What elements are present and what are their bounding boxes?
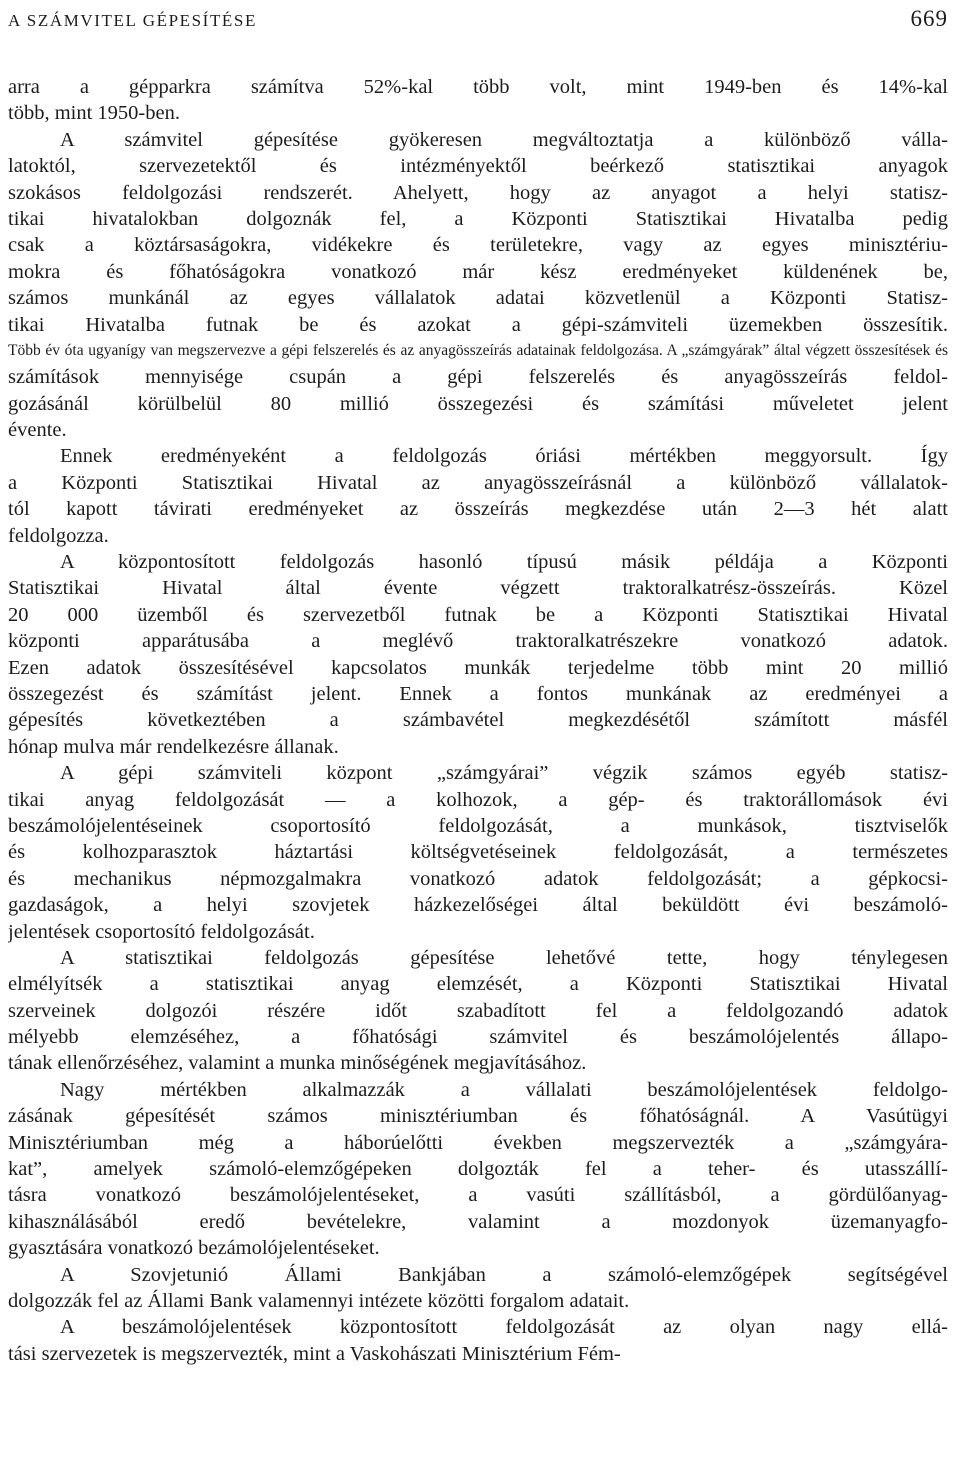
text-line: Több év óta ugyanígy van megszervezve a gépi felszerelés és az anyagösszeírás adatainak feldolgozása. A „számgyárak” által végzett összesítések és: [8, 341, 948, 359]
text-line: tának ellenőrzéséhez, valamint a munka minőségének megjavításához.: [8, 1052, 587, 1075]
paragraph: [8, 443, 948, 549]
text-line: dolgozzák fel az Állami Bank valamennyi intézete közötti forgalom adatait.: [8, 1289, 630, 1312]
running-header: [8, 6, 948, 34]
text-line: arra a gépparkra számítva 52%-kal több volt, mint 1949-ben és 14%-kal: [8, 76, 948, 98]
text-line: Statisztikai Hivatal által évente végzett traktoralkatrész-összeírás. Közel: [8, 577, 948, 600]
text-line: és mechanikus népmozgalmakra vonatkozó adatok feldolgozását; a gépkocsi-: [8, 867, 948, 890]
text-line: több, mint 1950-ben.: [8, 102, 180, 125]
text-line: zásának gépesítését számos minisztériumban és főhatóságnál. A Vasútügyi: [8, 1105, 948, 1128]
text-line: évente.: [8, 419, 67, 442]
text-line: kat”, amelyek számoló-elemzőgépeken dolgozták fel a teher- és utasszállí-: [8, 1158, 948, 1181]
text-line: gépesítés következtében a számbavétel megkezdésétől számított másfél: [8, 709, 948, 732]
text-line: gyasztására vonatkozó bezámolójelentéseket.: [8, 1237, 380, 1260]
text-line: A számvitel gépesítése gyökeresen megváltoztatja a különböző válla-: [60, 128, 948, 151]
text-line: feldolgozza.: [8, 524, 109, 547]
paragraph: [8, 549, 948, 760]
text-line: tikai anyag feldolgozását — a kolhozok, a gép- és traktorállomások évi: [8, 788, 948, 811]
text-line: összegezést és számítást jelent. Ennek a fontos munkának az eredményei a: [8, 682, 948, 705]
text-line: beszámolójelentéseinek csoportosító feldolgozását, a munkások, tisztviselők: [8, 814, 948, 837]
text-line: mokra és főhatóságokra vonatkozó már kész eredményeket küldenének be,: [8, 260, 948, 283]
page-number: 669: [910, 6, 948, 31]
text-line: hónap mulva már rendelkezésre állanak.: [8, 735, 339, 758]
text-line: tási szervezetek is megszervezték, mint a Vaskohászati Minisztérium Fém-: [8, 1342, 621, 1365]
text-line: tásra vonatkozó beszámolójelentéseket, a vasúti szállításból, a gördülőanyag-: [8, 1184, 948, 1207]
text-line: A Szovjetunió Állami Bankjában a számoló-elemzőgépek segítségével: [60, 1263, 948, 1286]
text-line: kihasználásából eredő bevételekre, valamint a mozdonyok üzemanyagfo-: [8, 1210, 948, 1233]
text-line: számítások mennyisége csupán a gépi felszerelés és anyagösszeírás feldol-: [8, 366, 948, 389]
paragraph: [8, 945, 948, 1077]
text-line: Ezen adatok összesítésével kapcsolatos munkák terjedelme több mint 20 millió: [8, 656, 948, 679]
text-line: A gépi számviteli központ „számgyárai” végzik számos egyéb statisz-: [60, 762, 948, 785]
text-line: szokásos feldolgozási rendszerét. Ahelyett, hogy az anyagot a helyi statisz-: [8, 181, 948, 204]
text-line: Ennek eredményeként a feldolgozás óriási mértékben meggyorsult. Így: [60, 445, 948, 468]
running-title: A SZÁMVITEL GÉPESÍTÉSE: [8, 11, 257, 30]
text-line: latoktól, szervezetektől és intézményektől beérkező statisztikai anyagok: [8, 155, 948, 178]
paragraph: [8, 127, 948, 444]
text-line: jelentések csoportosító feldolgozását.: [8, 920, 315, 943]
paragraph: [8, 1262, 948, 1315]
text-line: szerveinek dolgozói részére időt szabadított fel a feldolgozandó adatok: [8, 999, 948, 1022]
body-text: [8, 74, 948, 1367]
text-line: Minisztériumban még a háborúelőtti években megszervezték a „számgyára-: [8, 1131, 948, 1154]
text-line: központi apparátusába a meglévő traktoralkatrészekre vonatkozó adatok.: [8, 630, 948, 653]
text-line: A statisztikai feldolgozás gépesítése lehetővé tette, hogy ténylegesen: [60, 946, 948, 969]
text-line: számos munkánál az egyes vállalatok adatai közvetlenül a Központi Statisz-: [8, 287, 948, 310]
text-line: tikai Hivatalba futnak be és azokat a gépi-számviteli üzemekben összesítik.: [8, 313, 948, 336]
text-line: gazdaságok, a helyi szovjetek házkezelőségei által beküldött évi beszámoló-: [8, 894, 948, 917]
text-line: csak a köztársaságokra, vidékekre és területekre, vagy az egyes minisztériu-: [8, 234, 948, 257]
text-line: A beszámolójelentések központosított feldolgozását az olyan nagy ellá-: [60, 1316, 948, 1339]
paragraph: [8, 74, 948, 127]
paragraph: [8, 1077, 948, 1262]
text-line: 20 000 üzemből és szervezetből futnak be a Központi Statisztikai Hivatal: [8, 603, 948, 626]
text-line: és kolhozparasztok háztartási költségvetéseinek feldolgozását, a természetes: [8, 841, 948, 864]
text-line: Nagy mértékben alkalmazzák a vállalati beszámolójelentések feldolgo-: [60, 1078, 948, 1101]
text-line: tól kapott távirati eredményeket az összeírás megkezdése után 2—3 hét alatt: [8, 498, 948, 521]
text-line: elmélyítsék a statisztikai anyag elemzését, a Központi Statisztikai Hivatal: [8, 973, 948, 996]
text-line: tikai hivatalokban dolgoznák fel, a Központi Statisztikai Hivatalba pedig: [8, 207, 948, 230]
paragraph: [8, 1314, 948, 1367]
text-line: mélyebb elemzéséhez, a főhatósági számvitel és beszámolójelentés állapo-: [8, 1026, 948, 1049]
paragraph: [8, 760, 948, 945]
text-line: A központosított feldolgozás hasonló típusú másik példája a Központi: [60, 551, 948, 574]
text-line: a Központi Statisztikai Hivatal az anyagösszeírásnál a különböző vállalatok-: [8, 471, 948, 494]
text-line: gozásánál körülbelül 80 millió összegezési és számítási műveletet jelent: [8, 392, 948, 415]
